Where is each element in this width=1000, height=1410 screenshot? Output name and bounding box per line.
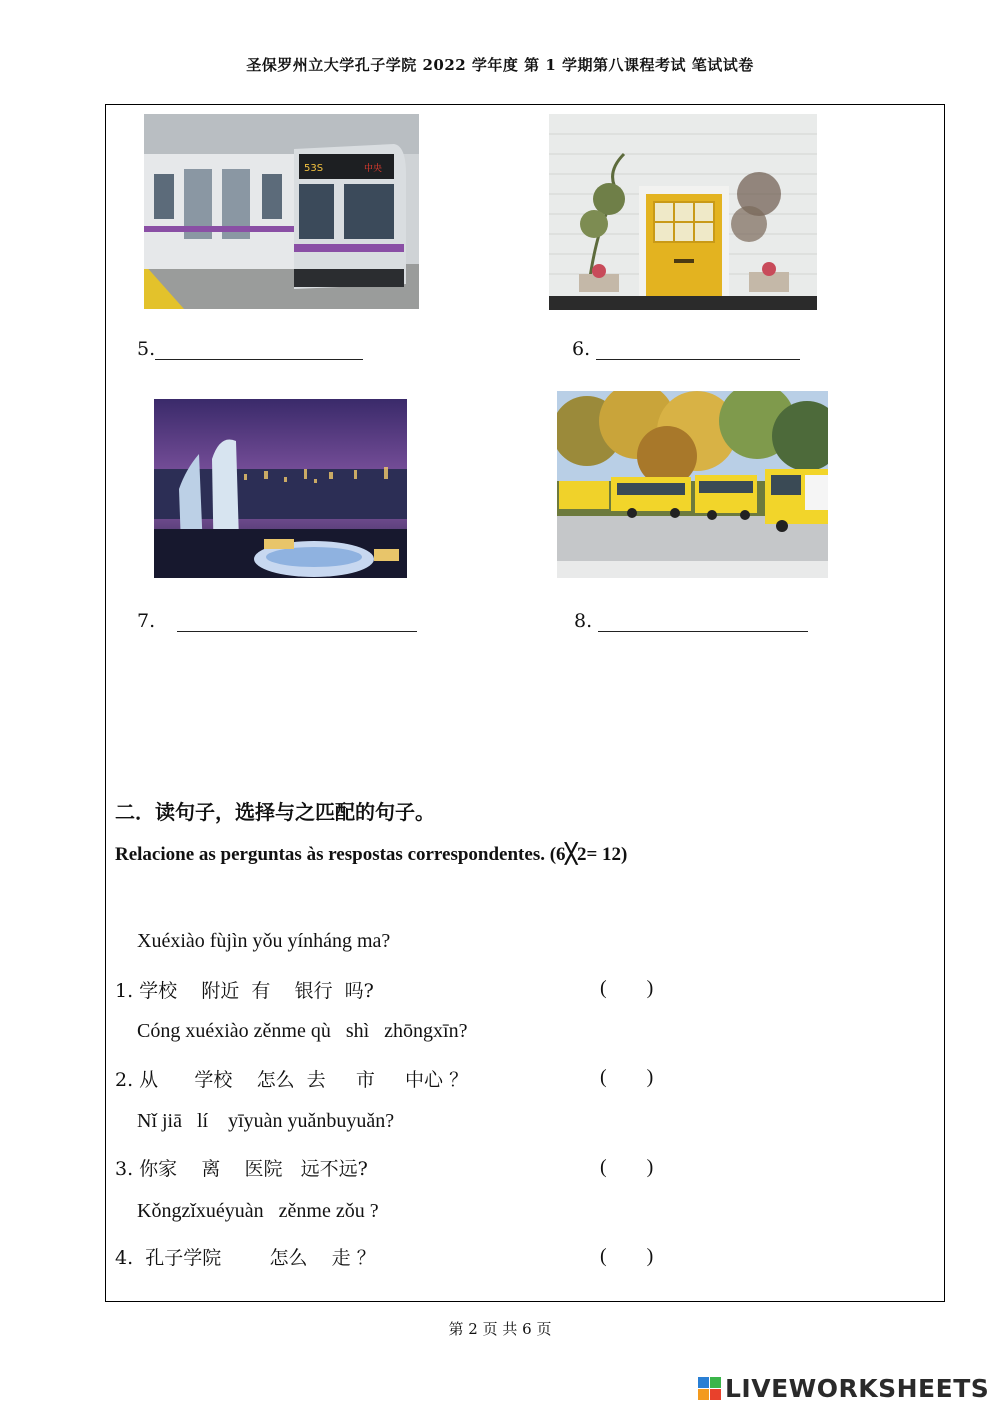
question-3-pinyin: Nǐ jiā lí yīyuàn yuǎnbuyuǎn? — [137, 1110, 395, 1132]
answer-blank-6[interactable] — [596, 341, 800, 360]
svg-text:中央: 中央 — [364, 164, 383, 174]
question-4-text: 4. 孔子学院 怎么 走 ？ — [115, 1247, 376, 1269]
yellow-buses-photo — [557, 391, 828, 578]
liveworksheets-mark-icon — [698, 1377, 721, 1400]
question-2-answer-box[interactable]: ( ) — [600, 1066, 654, 1088]
logo-mark-square — [710, 1377, 721, 1388]
question-4-answer-box[interactable]: ( ) — [600, 1245, 654, 1267]
logo-mark-square — [698, 1389, 709, 1400]
answer-row-7 — [137, 610, 417, 632]
yellow-door-photo — [549, 114, 817, 310]
liveworksheets-logo[interactable] — [698, 1374, 989, 1403]
svg-text:53S: 53S — [304, 163, 324, 174]
question-1-text: 1. 学校 附近 有 银行 吗? — [115, 980, 374, 1002]
answer-blank-5[interactable] — [155, 341, 363, 360]
answer-row-6 — [572, 338, 800, 360]
question-1-pinyin: Xuéxiào fùjìn yǒu yínháng ma? — [137, 930, 391, 952]
answer-row-8 — [574, 610, 808, 632]
question-2-pinyin: Cóng xuéxiào zěnme qù shì zhōngxīn? — [137, 1020, 468, 1042]
question-4-pinyin: Kǒngzǐxuéyuàn zěnme zǒu ? — [137, 1200, 379, 1222]
section-2-title: 二．读句子，选择与之匹配的句子。 — [115, 800, 435, 824]
page-number: 第 2 页 共 6 页 — [448, 1320, 552, 1338]
subway-train-photo — [144, 114, 419, 309]
answer-number-6: 6. — [572, 338, 591, 360]
answer-number-8: 8. — [574, 610, 593, 632]
question-3-text: 3. 你家 离 医院 远不远? — [115, 1158, 368, 1180]
answer-number-7: 7. — [137, 610, 156, 632]
city-skyline-night-photo — [154, 399, 407, 578]
logo-mark-square — [710, 1389, 721, 1400]
exam-header: 圣保罗州立大学孔子学院 2022 学年度 第 1 学期第八课程考试 笔试试卷 — [246, 56, 754, 74]
question-3-answer-box[interactable]: ( ) — [600, 1156, 654, 1178]
answer-blank-8[interactable] — [598, 613, 808, 632]
logo-mark-square — [698, 1377, 709, 1388]
question-2-text: 2. 从 学校 怎么 去 市 中心 ？ — [115, 1069, 469, 1091]
section-2-instruction: Relacione as perguntas às respostas correspondentes. (6╳2= 12) — [115, 844, 628, 865]
answer-row-5 — [137, 338, 363, 360]
liveworksheets-wordmark: LIVEWORKSHEETS — [725, 1374, 990, 1403]
answer-number-5: 5. — [137, 338, 156, 360]
question-1-answer-box[interactable]: ( ) — [600, 977, 654, 999]
answer-blank-7[interactable] — [177, 613, 417, 632]
